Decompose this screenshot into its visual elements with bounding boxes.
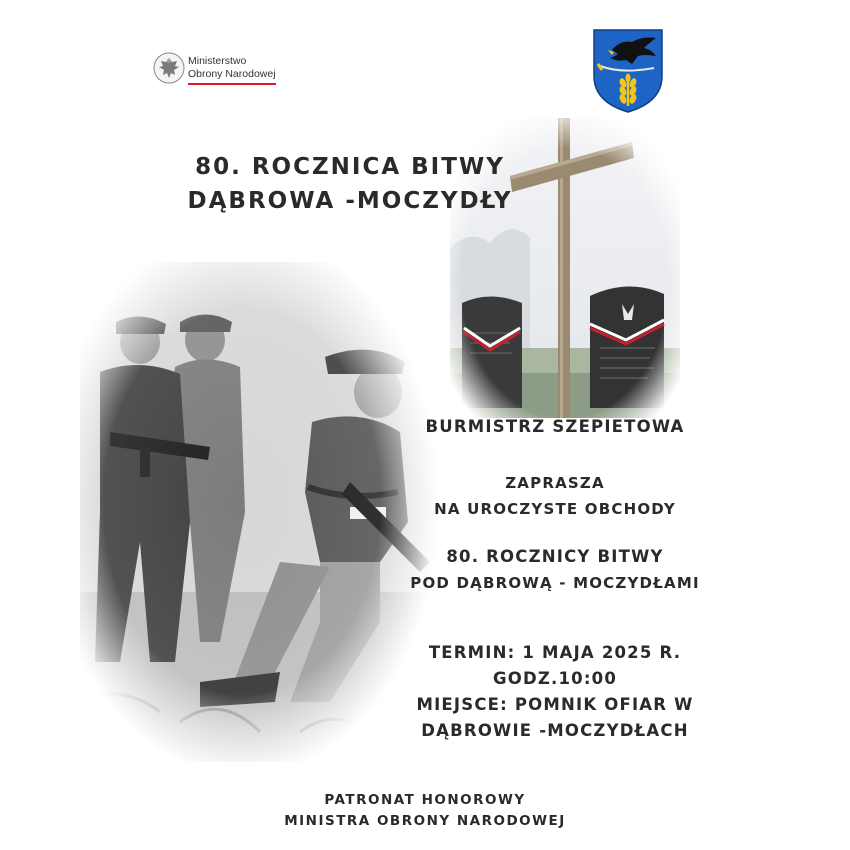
ministry-accent-line [188, 83, 276, 85]
ministry-name-line1: Ministerstwo [188, 55, 247, 67]
honorary-patronage [200, 790, 650, 832]
event-name [380, 544, 730, 596]
ministry-name-line2: Obrony Narodowej [188, 68, 276, 80]
event-line2: POD DĄBROWĄ - MOCZYDŁAMI [410, 574, 700, 592]
poster-title [150, 150, 550, 218]
event-line1: 80. ROCZNICY BITWY [446, 547, 664, 566]
invites-line2: NA UROCZYSTE OBCHODY [434, 500, 676, 518]
event-details [380, 640, 730, 744]
host-line: BURMISTRZ SZEPIETOWA [425, 417, 685, 436]
ministry-name [188, 55, 276, 81]
patronage-line2: MINISTRA OBRONY NARODOWEJ [284, 813, 566, 829]
event-date: TERMIN: 1 MAJA 2025 R. [428, 643, 682, 662]
title-line1: 80. ROCZNICA BITWY [195, 154, 505, 180]
ministry-logo [153, 52, 283, 88]
invitation-text [380, 470, 730, 522]
event-time: GODZ.10:00 [492, 669, 618, 688]
event-place-line1: MIEJSCE: POMNIK OFIAR W [416, 695, 694, 714]
white-eagle-icon [153, 52, 185, 84]
host-name [380, 417, 730, 436]
coat-of-arms-icon [592, 28, 664, 114]
patronage-line1: PATRONAT HONOROWY [324, 792, 526, 808]
event-place-line2: DĄBROWIE -MOCZYDŁACH [421, 721, 689, 740]
title-line2: DĄBROWA -MOCZYDŁY [187, 188, 513, 214]
invites-line1: ZAPRASZA [505, 474, 605, 492]
